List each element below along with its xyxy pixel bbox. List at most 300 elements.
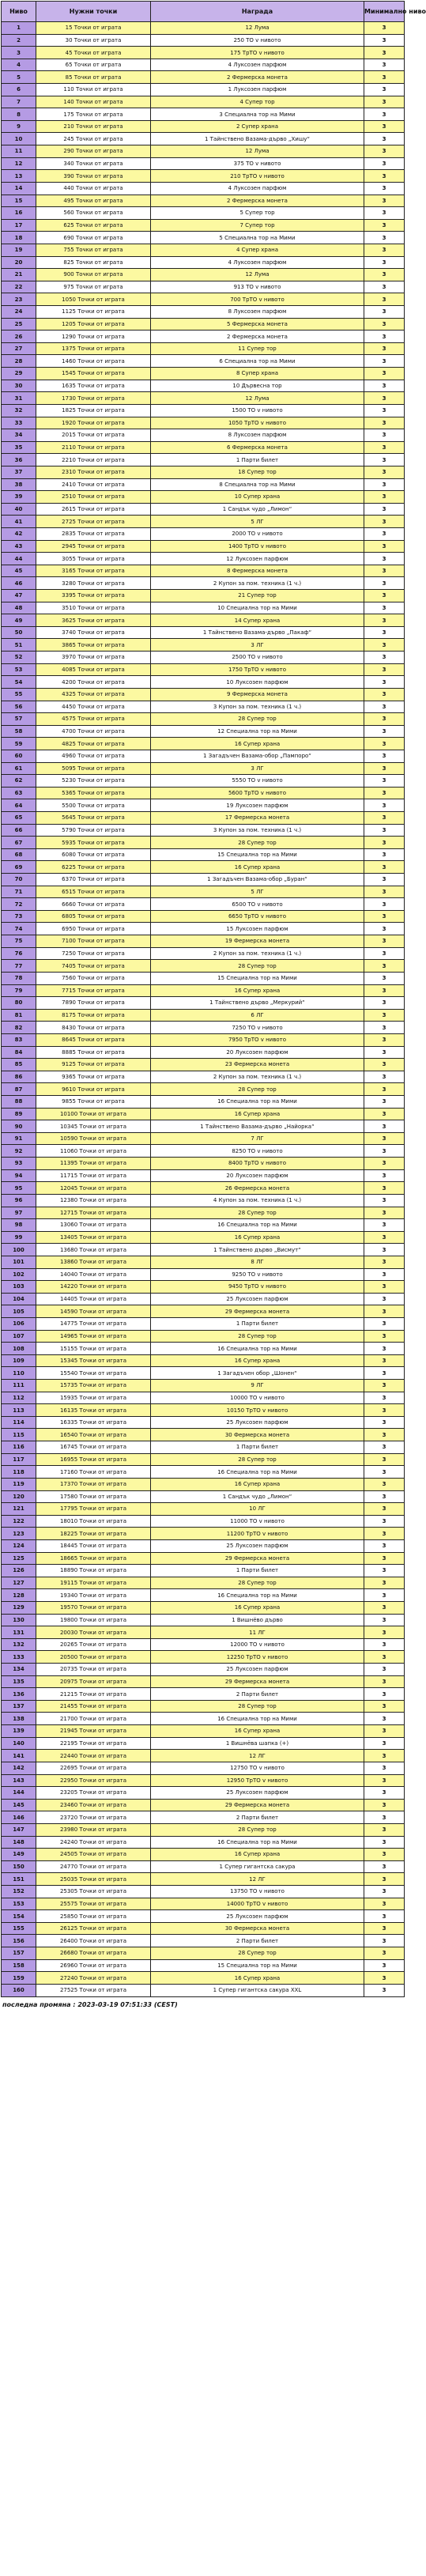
points-cell: 20030 Точки от играта <box>36 1626 151 1639</box>
reward-cell: 16 Супер храна <box>151 1972 364 1985</box>
min-level-cell: 3 <box>364 799 405 812</box>
points-cell: 690 Точки от играта <box>36 232 151 244</box>
level-cell: 107 <box>2 1330 36 1343</box>
level-cell: 143 <box>2 1774 36 1787</box>
page <box>1 1 426 2013</box>
points-cell: 2725 Точки от играта <box>36 516 151 528</box>
level-cell: 57 <box>2 713 36 726</box>
level-cell: 32 <box>2 404 36 417</box>
table-row <box>2 898 405 911</box>
reward-cell: 8 Специална тор на Мими <box>151 478 364 491</box>
level-cell: 138 <box>2 1713 36 1725</box>
table-row <box>2 342 405 355</box>
min-level-cell: 3 <box>364 1725 405 1738</box>
points-cell: 22695 Точки от играта <box>36 1762 151 1774</box>
reward-cell: 25 Луксозен парфюм <box>151 1664 364 1676</box>
min-level-cell: 3 <box>364 750 405 762</box>
header-row <box>2 2 405 22</box>
level-cell: 73 <box>2 910 36 923</box>
table-row <box>2 1515 405 1528</box>
table-row <box>2 725 405 738</box>
table-row <box>2 738 405 750</box>
level-cell: 152 <box>2 1886 36 1898</box>
reward-cell: 10000 ТО v нивото <box>151 1392 364 1404</box>
table-row <box>2 1466 405 1479</box>
table-row <box>2 47 405 59</box>
table-row <box>2 565 405 577</box>
table-row <box>2 108 405 121</box>
min-level-cell: 3 <box>364 1022 405 1034</box>
reward-cell: 12 Луксозен парфюм <box>151 553 364 565</box>
points-cell: 4085 Точки от играта <box>36 663 151 676</box>
points-cell: 21945 Точки от играта <box>36 1725 151 1738</box>
points-cell: 3510 Точки от играта <box>36 602 151 614</box>
min-level-cell: 3 <box>364 553 405 565</box>
table-row <box>2 1860 405 1873</box>
level-cell: 75 <box>2 935 36 948</box>
level-cell: 40 <box>2 503 36 516</box>
min-level-cell: 3 <box>364 1565 405 1577</box>
level-cell: 106 <box>2 1317 36 1330</box>
min-level-cell: 3 <box>364 1392 405 1404</box>
points-cell: 13060 Точки от играта <box>36 1219 151 1232</box>
reward-cell: 7 ЛГ <box>151 1132 364 1145</box>
reward-cell: 8 Луксозен парфюм <box>151 306 364 319</box>
points-cell: 1825 Точки от играта <box>36 404 151 417</box>
points-cell: 6080 Точки от играта <box>36 848 151 861</box>
reward-cell: 10 Луксозен парфюм <box>151 676 364 689</box>
level-cell: 37 <box>2 466 36 478</box>
min-level-cell: 3 <box>364 478 405 491</box>
reward-cell: 1500 ТО v нивото <box>151 404 364 417</box>
level-cell: 35 <box>2 441 36 454</box>
reward-cell: 2000 ТО v нивото <box>151 527 364 540</box>
table-row <box>2 1935 405 1947</box>
reward-cell: 2 Купон за пом. техника (1 ч.) <box>151 947 364 960</box>
table-row <box>2 701 405 713</box>
reward-cell: 8 Луксозен парфюм <box>151 429 364 442</box>
points-cell: 24240 Точки от играта <box>36 1836 151 1849</box>
points-cell: 14775 Точки от играта <box>36 1317 151 1330</box>
points-cell: 625 Точки от играта <box>36 219 151 232</box>
min-level-cell: 3 <box>364 441 405 454</box>
level-cell: 10 <box>2 133 36 145</box>
level-cell: 147 <box>2 1823 36 1836</box>
points-cell: 2310 Точки от играта <box>36 466 151 478</box>
level-cell: 59 <box>2 738 36 750</box>
level-cell: 126 <box>2 1565 36 1577</box>
min-level-cell: 3 <box>364 1515 405 1528</box>
points-cell: 6370 Точки от играта <box>36 874 151 886</box>
table-row <box>2 750 405 762</box>
points-cell: 27240 Точки от играта <box>36 1972 151 1985</box>
level-cell: 18 <box>2 232 36 244</box>
min-level-cell: 3 <box>364 626 405 639</box>
min-level-cell: 3 <box>364 1490 405 1503</box>
points-cell: 15935 Точки от играта <box>36 1392 151 1404</box>
table-row <box>2 1886 405 1898</box>
level-cell: 54 <box>2 676 36 689</box>
reward-cell: 2 Парти билет <box>151 1811 364 1824</box>
min-level-cell: 3 <box>364 1700 405 1713</box>
points-cell: 10590 Точки от играта <box>36 1132 151 1145</box>
table-row <box>2 1132 405 1145</box>
level-cell: 41 <box>2 516 36 528</box>
table-row <box>2 1700 405 1713</box>
min-level-cell: 3 <box>364 947 405 960</box>
reward-cell: 14000 ТрТО v нивото <box>151 1898 364 1910</box>
reward-cell: 17 Фермерска монета <box>151 812 364 825</box>
points-cell: 755 Точки от играта <box>36 244 151 256</box>
min-level-cell: 3 <box>364 145 405 158</box>
min-level-cell: 3 <box>364 1120 405 1133</box>
points-cell: 25850 Точки от играта <box>36 1910 151 1923</box>
min-level-cell: 3 <box>364 1664 405 1676</box>
table-row <box>2 1836 405 1849</box>
reward-cell: 1 Сандък чудо „Лимон“ <box>151 503 364 516</box>
level-cell: 157 <box>2 1947 36 1960</box>
table-row <box>2 1022 405 1034</box>
min-level-cell: 3 <box>364 540 405 553</box>
points-cell: 15735 Точки от играта <box>36 1380 151 1392</box>
points-cell: 13860 Точки от играта <box>36 1256 151 1268</box>
reward-cell: 28 Супер тор <box>151 960 364 973</box>
reward-cell: 1400 ТрТО v нивото <box>151 540 364 553</box>
points-cell: 15540 Точки от играта <box>36 1367 151 1380</box>
points-cell: 25305 Точки от играта <box>36 1886 151 1898</box>
reward-cell: 12750 ТО v нивото <box>151 1762 364 1774</box>
reward-cell: 2 Парти билет <box>151 1688 364 1701</box>
level-cell: 117 <box>2 1453 36 1466</box>
level-cell: 49 <box>2 614 36 627</box>
level-cell: 94 <box>2 1169 36 1182</box>
reward-cell: 28 Супер тор <box>151 1330 364 1343</box>
points-cell: 10345 Точки от играта <box>36 1120 151 1133</box>
reward-cell: 5 ЛГ <box>151 886 364 898</box>
table-header <box>2 2 426 22</box>
table-row <box>2 824 405 837</box>
min-level-cell: 3 <box>364 1737 405 1750</box>
min-level-cell: 3 <box>364 59 405 71</box>
level-cell: 114 <box>2 1416 36 1429</box>
points-cell: 2615 Точки от играта <box>36 503 151 516</box>
level-cell: 7 <box>2 96 36 108</box>
points-cell: 7405 Точки от играта <box>36 960 151 973</box>
points-cell: 12045 Точки от играта <box>36 1182 151 1195</box>
points-cell: 495 Точки от играта <box>36 195 151 207</box>
min-level-cell: 3 <box>364 355 405 368</box>
table-row <box>2 935 405 948</box>
level-cell: 43 <box>2 540 36 553</box>
level-cell: 122 <box>2 1515 36 1528</box>
table-row <box>2 775 405 788</box>
min-level-cell: 3 <box>364 1145 405 1158</box>
level-cell: 118 <box>2 1466 36 1479</box>
level-cell: 101 <box>2 1256 36 1268</box>
level-cell: 99 <box>2 1231 36 1244</box>
table-row <box>2 256 405 269</box>
table-row <box>2 1441 405 1454</box>
table-row <box>2 1774 405 1787</box>
level-cell: 144 <box>2 1787 36 1800</box>
min-level-cell: 3 <box>364 1182 405 1195</box>
min-level-cell: 3 <box>364 812 405 825</box>
table-row <box>2 874 405 886</box>
reward-cell: 25 Луксозен парфюм <box>151 1787 364 1800</box>
min-level-cell: 3 <box>364 368 405 380</box>
level-cell: 65 <box>2 812 36 825</box>
points-cell: 19570 Точки от играта <box>36 1602 151 1615</box>
reward-cell: 4 Купон за пом. техника (1 ч.) <box>151 1194 364 1207</box>
level-cell: 97 <box>2 1207 36 1219</box>
level-cell: 90 <box>2 1120 36 1133</box>
reward-cell: 10 Супер храна <box>151 491 364 504</box>
min-level-cell: 3 <box>364 652 405 664</box>
level-cell: 70 <box>2 874 36 886</box>
min-level-cell: 3 <box>364 1528 405 1540</box>
level-cell: 141 <box>2 1750 36 1762</box>
level-cell: 145 <box>2 1799 36 1811</box>
points-cell: 8430 Точки от играта <box>36 1022 151 1034</box>
reward-cell: 250 ТО v нивото <box>151 34 364 47</box>
points-cell: 17370 Точки от играта <box>36 1478 151 1490</box>
reward-cell: 16 Супер храна <box>151 861 364 874</box>
min-level-cell: 3 <box>364 861 405 874</box>
reward-cell: 12950 ТрТО v нивото <box>151 1774 364 1787</box>
points-cell: 23460 Точки от играта <box>36 1799 151 1811</box>
table-row <box>2 1194 405 1207</box>
min-level-cell: 3 <box>364 1453 405 1466</box>
table-row <box>2 281 405 293</box>
min-level-cell: 3 <box>364 1343 405 1355</box>
points-cell: 7250 Точки от играта <box>36 947 151 960</box>
table-row <box>2 590 405 602</box>
min-level-cell: 3 <box>364 1194 405 1207</box>
reward-cell: 28 Супер тор <box>151 1823 364 1836</box>
table-row <box>2 368 405 380</box>
min-level-cell: 3 <box>364 676 405 689</box>
level-cell: 50 <box>2 626 36 639</box>
points-cell: 1290 Точки от играта <box>36 330 151 343</box>
min-level-cell: 3 <box>364 1589 405 1602</box>
table-row <box>2 1873 405 1886</box>
reward-cell: 19 Фермерска монета <box>151 935 364 948</box>
level-cell: 38 <box>2 478 36 491</box>
min-level-cell: 3 <box>364 491 405 504</box>
table-row <box>2 22 405 35</box>
level-cell: 16 <box>2 207 36 220</box>
table-row <box>2 1849 405 1861</box>
min-level-cell: 3 <box>364 1219 405 1232</box>
reward-cell: 8 Супер храна <box>151 368 364 380</box>
level-cell: 133 <box>2 1651 36 1664</box>
level-cell: 95 <box>2 1182 36 1195</box>
min-level-cell: 3 <box>364 1132 405 1145</box>
table-row <box>2 1898 405 1910</box>
points-cell: 16540 Точки от играта <box>36 1429 151 1441</box>
points-cell: 175 Точки от играта <box>36 108 151 121</box>
reward-cell: 11 ЛГ <box>151 1626 364 1639</box>
points-cell: 4700 Точки от играта <box>36 725 151 738</box>
points-cell: 26680 Точки от играта <box>36 1947 151 1960</box>
min-level-cell: 3 <box>364 972 405 984</box>
points-cell: 5645 Точки от играта <box>36 812 151 825</box>
header-level: Ниво <box>2 2 36 22</box>
level-cell: 140 <box>2 1737 36 1750</box>
table-row <box>2 910 405 923</box>
reward-cell: 13750 ТО v нивото <box>151 1886 364 1898</box>
reward-cell: 1 Луксозен парфюм <box>151 84 364 96</box>
table-row <box>2 1959 405 1972</box>
points-cell: 25035 Точки от играта <box>36 1873 151 1886</box>
reward-cell: 1 Тайнствено дърво „Меркурий“ <box>151 997 364 1010</box>
min-level-cell: 3 <box>364 1046 405 1059</box>
reward-cell: 16 Специална тор на Мими <box>151 1713 364 1725</box>
points-cell: 9125 Точки от играта <box>36 1059 151 1071</box>
min-level-cell: 3 <box>364 1108 405 1120</box>
table-row <box>2 1354 405 1367</box>
min-level-cell: 3 <box>364 133 405 145</box>
header-points: Нужни точки <box>36 2 151 22</box>
table-row <box>2 1083 405 1096</box>
level-cell: 68 <box>2 848 36 861</box>
min-level-cell: 3 <box>364 762 405 775</box>
reward-cell: 23 Фермерска монета <box>151 1059 364 1071</box>
level-cell: 46 <box>2 577 36 590</box>
table-row <box>2 133 405 145</box>
reward-cell: 1 Загадъчен Вазама-обор „Пампоро“ <box>151 750 364 762</box>
table-row <box>2 1268 405 1281</box>
level-cell: 115 <box>2 1429 36 1441</box>
table-row <box>2 1453 405 1466</box>
table-row <box>2 1737 405 1750</box>
min-level-cell: 3 <box>364 454 405 466</box>
table-row <box>2 639 405 652</box>
level-cell: 139 <box>2 1725 36 1738</box>
reward-cell: 18 Супер тор <box>151 466 364 478</box>
points-cell: 5365 Точки от играта <box>36 787 151 799</box>
points-cell: 11715 Точки от играта <box>36 1169 151 1182</box>
min-level-cell: 3 <box>364 577 405 590</box>
reward-cell: 175 ТрТО v нивото <box>151 47 364 59</box>
level-cell: 56 <box>2 701 36 713</box>
min-level-cell: 3 <box>364 1256 405 1268</box>
points-cell: 21215 Точки от играта <box>36 1688 151 1701</box>
points-cell: 8885 Точки от играта <box>36 1046 151 1059</box>
level-cell: 134 <box>2 1664 36 1676</box>
reward-cell: 11000 ТО v нивото <box>151 1515 364 1528</box>
table-row <box>2 1120 405 1133</box>
points-cell: 1125 Точки от играта <box>36 306 151 319</box>
table-row <box>2 1367 405 1380</box>
min-level-cell: 3 <box>364 590 405 602</box>
level-cell: 93 <box>2 1158 36 1170</box>
points-cell: 5230 Точки от играта <box>36 775 151 788</box>
table-row <box>2 1713 405 1725</box>
min-level-cell: 3 <box>364 293 405 306</box>
table-row <box>2 1380 405 1392</box>
min-level-cell: 3 <box>364 269 405 281</box>
level-cell: 103 <box>2 1281 36 1294</box>
level-cell: 158 <box>2 1959 36 1972</box>
level-cell: 142 <box>2 1762 36 1774</box>
points-cell: 390 Точки от играта <box>36 170 151 183</box>
reward-cell: 1 Загадъчен обор „Шонен“ <box>151 1367 364 1380</box>
min-level-cell: 3 <box>364 713 405 726</box>
min-level-cell: 3 <box>364 1638 405 1651</box>
points-cell: 15155 Точки от играта <box>36 1343 151 1355</box>
level-cell: 159 <box>2 1972 36 1985</box>
reward-cell: 16 Специална тор на Мими <box>151 1466 364 1479</box>
points-cell: 11060 Точки от играта <box>36 1145 151 1158</box>
table-row <box>2 330 405 343</box>
table-row <box>2 71 405 84</box>
table-row <box>2 602 405 614</box>
min-level-cell: 3 <box>364 84 405 96</box>
reward-cell: 16 Супер храна <box>151 1725 364 1738</box>
table-row <box>2 540 405 553</box>
table-row <box>2 960 405 973</box>
table-row <box>2 1675 405 1688</box>
table-row <box>2 182 405 195</box>
reward-cell: 25 Луксозен парфюм <box>151 1539 364 1552</box>
min-level-cell: 3 <box>364 232 405 244</box>
min-level-cell: 3 <box>364 1059 405 1071</box>
table-row <box>2 1317 405 1330</box>
table-row <box>2 306 405 319</box>
min-level-cell: 3 <box>364 1860 405 1873</box>
points-cell: 290 Точки от играта <box>36 145 151 158</box>
min-level-cell: 3 <box>364 663 405 676</box>
level-cell: 58 <box>2 725 36 738</box>
min-level-cell: 3 <box>364 207 405 220</box>
min-level-cell: 3 <box>364 824 405 837</box>
min-level-cell: 3 <box>364 22 405 35</box>
level-cell: 136 <box>2 1688 36 1701</box>
min-level-cell: 3 <box>364 960 405 973</box>
points-cell: 3865 Точки от играта <box>36 639 151 652</box>
min-level-cell: 3 <box>364 923 405 935</box>
reward-cell: 28 Супер тор <box>151 1207 364 1219</box>
level-cell: 102 <box>2 1268 36 1281</box>
reward-cell: 1 Тайнствено Вазама-дърво „Пакаф“ <box>151 626 364 639</box>
table-row <box>2 1762 405 1774</box>
min-level-cell: 3 <box>364 701 405 713</box>
reward-cell: 375 ТО v нивото <box>151 157 364 170</box>
table-row <box>2 1219 405 1232</box>
level-cell: 153 <box>2 1898 36 1910</box>
reward-cell: 1 Парти билет <box>151 1317 364 1330</box>
table-row <box>2 429 405 442</box>
points-cell: 20735 Точки от играта <box>36 1664 151 1676</box>
points-cell: 8175 Точки от играта <box>36 1009 151 1022</box>
reward-cell: 4 Луксозен парфюм <box>151 59 364 71</box>
table-row <box>2 527 405 540</box>
reward-cell: 1 Тайнствено Вазама-дърво „Найорка“ <box>151 1120 364 1133</box>
table-row <box>2 1725 405 1738</box>
min-level-cell: 3 <box>364 1367 405 1380</box>
level-cell: 116 <box>2 1441 36 1454</box>
min-level-cell: 3 <box>364 787 405 799</box>
table-row <box>2 1811 405 1824</box>
table-row <box>2 1984 405 1996</box>
level-cell: 149 <box>2 1849 36 1861</box>
points-cell: 16955 Точки от играта <box>36 1453 151 1466</box>
min-level-cell: 3 <box>364 157 405 170</box>
level-cell: 88 <box>2 1096 36 1109</box>
min-level-cell: 3 <box>364 342 405 355</box>
level-cell: 85 <box>2 1059 36 1071</box>
